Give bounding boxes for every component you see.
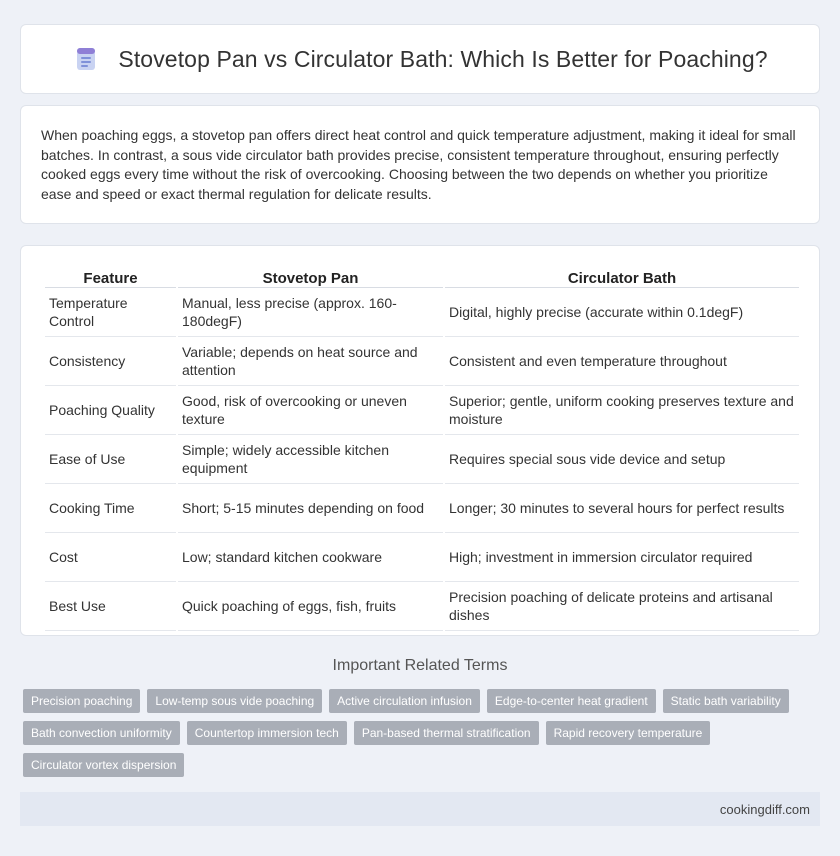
table-row bbox=[45, 484, 799, 533]
title-card bbox=[20, 24, 820, 94]
stovetop-cell: Quick poaching of eggs, fish, fruits bbox=[178, 582, 443, 631]
circulator-cell: Superior; gentle, uniform cooking preserves texture and moisture bbox=[445, 386, 799, 435]
circulator-cell: Consistent and even temperature throughout bbox=[445, 337, 799, 386]
table-row bbox=[45, 337, 799, 386]
stovetop-cell: Manual, less precise (approx. 160-180degF) bbox=[178, 288, 443, 337]
related-tag[interactable]: Low-temp sous vide poaching bbox=[147, 689, 322, 713]
stovetop-cell: Short; 5-15 minutes depending on food bbox=[178, 484, 443, 533]
stovetop-cell: Good, risk of overcooking or uneven texture bbox=[178, 386, 443, 435]
comparison-table bbox=[43, 266, 801, 631]
related-tag[interactable]: Static bath variability bbox=[663, 689, 789, 713]
feature-cell: Consistency bbox=[45, 337, 176, 386]
header-feature: Feature bbox=[45, 266, 176, 288]
table-header-row bbox=[45, 266, 799, 288]
circulator-cell: High; investment in immersion circulator required bbox=[445, 533, 799, 582]
feature-cell: Temperature Control bbox=[45, 288, 176, 337]
table-row bbox=[45, 582, 799, 631]
stovetop-cell: Variable; depends on heat source and attention bbox=[178, 337, 443, 386]
intro-card bbox=[20, 105, 820, 224]
feature-cell: Cost bbox=[45, 533, 176, 582]
related-terms-list bbox=[23, 689, 813, 777]
footer bbox=[20, 792, 820, 826]
circulator-cell: Digital, highly precise (accurate within 0.1degF) bbox=[445, 288, 799, 337]
related-tag[interactable]: Active circulation infusion bbox=[329, 689, 480, 713]
related-tag[interactable]: Bath convection uniformity bbox=[23, 721, 180, 745]
footer-site-link[interactable]: cookingdiff.com bbox=[719, 801, 810, 817]
table-row bbox=[45, 533, 799, 582]
circulator-cell: Longer; 30 minutes to several hours for perfect results bbox=[445, 484, 799, 533]
related-tag[interactable]: Rapid recovery temperature bbox=[546, 721, 711, 745]
related-terms-title: Important Related Terms bbox=[332, 657, 508, 674]
related-tag[interactable]: Countertop immersion tech bbox=[187, 721, 347, 745]
feature-cell: Ease of Use bbox=[45, 435, 176, 484]
circulator-cell: Precision poaching of delicate proteins and artisanal dishes bbox=[445, 582, 799, 631]
header-circulator-bath: Circulator Bath bbox=[445, 266, 799, 288]
related-tag[interactable]: Edge-to-center heat gradient bbox=[487, 689, 656, 713]
comparison-card bbox=[20, 245, 820, 636]
stovetop-cell: Simple; widely accessible kitchen equipment bbox=[178, 435, 443, 484]
table-row bbox=[45, 435, 799, 484]
related-tag[interactable]: Pan-based thermal stratification bbox=[354, 721, 539, 745]
header-stovetop-pan: Stovetop Pan bbox=[178, 266, 443, 288]
stovetop-cell: Low; standard kitchen cookware bbox=[178, 533, 443, 582]
feature-cell: Cooking Time bbox=[45, 484, 176, 533]
circulator-cell: Requires special sous vide device and setup bbox=[445, 435, 799, 484]
feature-cell: Poaching Quality bbox=[45, 386, 176, 435]
related-tag[interactable]: Circulator vortex dispersion bbox=[23, 753, 184, 777]
feature-cell: Best Use bbox=[45, 582, 176, 631]
intro-paragraph: When poaching eggs, a stovetop pan offers direct heat control and quick temperature adjustment, making it ideal for small batches. In contrast, a sous vide circulator bath provides precise, consistent temperature throughout, ensuring perfectly cooked eggs every time without the risk of overcooking. Choosing between the two depends on whether you prioritize ease and speed or exact thermal regulation for delicate results. bbox=[41, 127, 796, 202]
document-icon bbox=[72, 45, 100, 73]
table-row bbox=[45, 386, 799, 435]
page-title: Stovetop Pan vs Circulator Bath: Which Is Better for Poaching? bbox=[118, 45, 768, 72]
related-tag[interactable]: Precision poaching bbox=[23, 689, 140, 713]
table-row bbox=[45, 288, 799, 337]
